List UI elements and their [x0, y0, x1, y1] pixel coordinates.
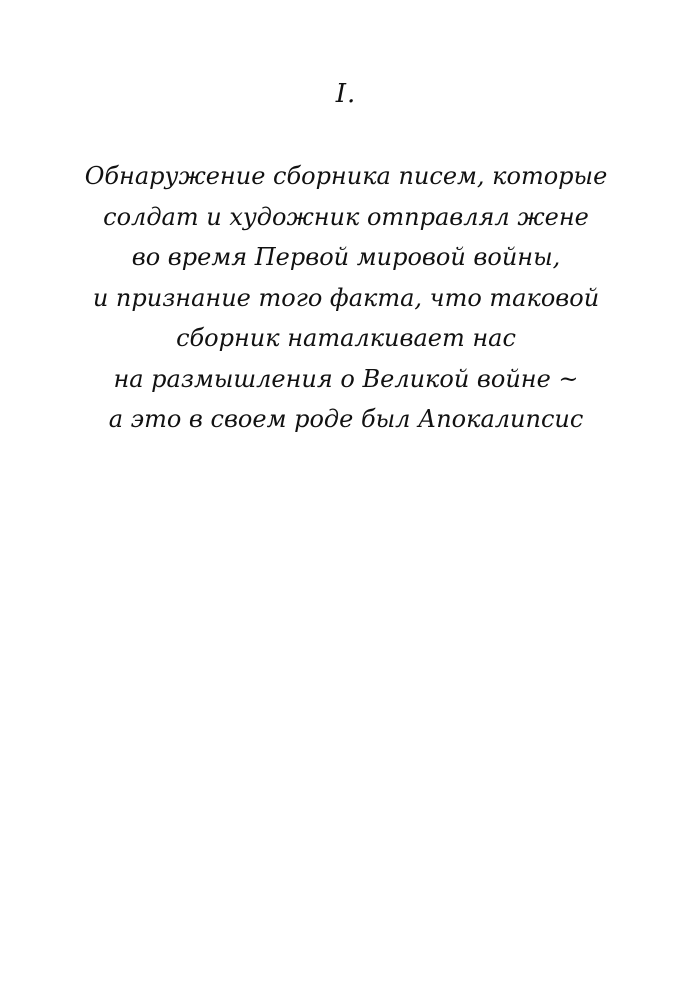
summary-line: во время Первой мировой войны,	[131, 243, 561, 271]
summary-line: на размышления о Великой войне ~	[113, 364, 579, 393]
chapter-summary	[60, 156, 632, 440]
summary-line: а это в своем роде был Апокалипсис	[108, 405, 584, 433]
summary-line: солдат и художник отправлял жене	[103, 202, 589, 231]
summary-line: Обнаружение сборника писем, которые	[84, 162, 608, 190]
summary-line: и признание того факта, что таковой	[92, 283, 600, 312]
chapter-number: I.	[335, 79, 357, 109]
summary-line: сборник наталкивает нас	[176, 324, 516, 352]
